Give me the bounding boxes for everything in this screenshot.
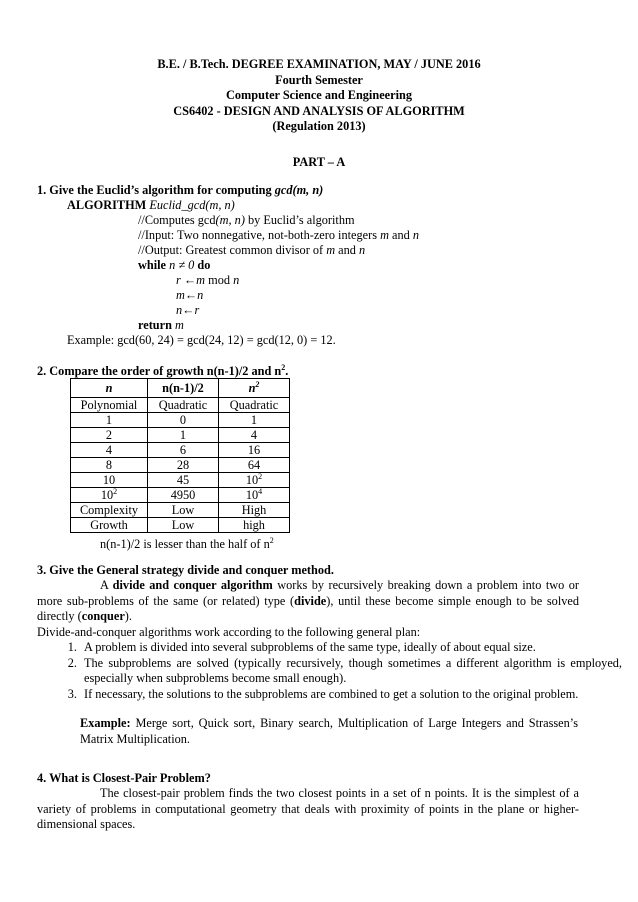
s1-n: n <box>233 273 240 287</box>
c1-post: by Euclid’s algorithm <box>244 213 355 227</box>
q2-title-pre: 2. Compare the order of growth n(n-1)/2 and n <box>37 364 282 378</box>
table-cell <box>71 488 148 503</box>
s1-mod: mod <box>205 273 234 287</box>
table-cell: Polynomial <box>71 398 148 413</box>
part-title: PART – A <box>292 155 346 169</box>
table-cell: 4950 <box>148 488 219 503</box>
q1-return-line <box>138 318 184 333</box>
table-cell: 10 <box>71 473 148 488</box>
p1-a: A <box>100 578 113 592</box>
q1-while-line <box>138 258 210 273</box>
q2-note-text: n(n-1)/2 is lesser than the half of n <box>100 537 270 551</box>
while-keyword: while <box>138 258 167 272</box>
c2-n: n <box>412 228 420 242</box>
q1-step-3: n←r <box>176 303 200 317</box>
table-cell: Growth <box>71 518 148 533</box>
exam-header <box>0 57 638 135</box>
table-cell <box>219 473 290 488</box>
table-cell: 28 <box>148 458 219 473</box>
q2-note <box>100 537 274 552</box>
q1-step-1 <box>176 273 239 288</box>
list-item: 1. A problem is divided into several subproblems of the same type, ideally of about equal size. <box>80 640 622 656</box>
q3-title: 3. Give the General strategy divide and conquer method. <box>37 563 334 577</box>
example-keyword: Example: <box>80 716 131 730</box>
cell-sup: 2 <box>258 471 263 481</box>
header-line-2: Fourth Semester <box>275 72 363 87</box>
table-row <box>71 428 290 443</box>
table-cell: Complexity <box>71 503 148 518</box>
list-item: 2. The subproblems are solved (typically recursively, though sometimes a different algorithm is employed, especially when subproblems become small enough). <box>80 656 622 687</box>
cell-base: 10 <box>100 488 114 502</box>
table-row <box>71 488 290 503</box>
c3-m: m <box>326 243 336 257</box>
header-line-5: (Regulation 2013) <box>272 119 366 133</box>
q2-title-sup: 2 <box>281 362 286 372</box>
table-row <box>71 443 290 458</box>
s1-m: m <box>196 273 206 287</box>
c1-pre: //Computes gcd <box>138 213 216 227</box>
table-row <box>71 458 290 473</box>
q2-note-sup: 2 <box>269 535 274 545</box>
q3-paragraph-2: Divide-and-conquer algorithms work according to the following general plan: <box>37 625 421 639</box>
table-cell <box>219 488 290 503</box>
p1-c: works by recursively breaking down a problem into two or more sub-problems of the same (or related) type ( <box>37 578 579 608</box>
table-cell: 4 <box>71 443 148 458</box>
cell-sup: 2 <box>113 486 118 496</box>
algorithm-keyword: ALGORITHM <box>67 198 147 212</box>
q1-step-2: m←n <box>176 288 204 302</box>
table-row <box>71 518 290 533</box>
q2-title-post: . <box>285 364 289 378</box>
table-cell: 8 <box>71 458 148 473</box>
table-cell: 2 <box>71 428 148 443</box>
q1-comment-1 <box>138 213 355 228</box>
q3-paragraph-1 <box>37 578 579 625</box>
p1-e: ), until these become simple enough to be solved directly ( <box>37 593 579 623</box>
col-header-n-n-1-2: n(n-1)/2 <box>148 379 219 398</box>
table-cell: Quadratic <box>148 398 219 413</box>
do-keyword: do <box>197 258 211 272</box>
c3-pre: //Output: Greatest common divisor of <box>138 243 327 257</box>
s1-var: r <box>176 273 181 287</box>
table-cell: 64 <box>219 458 290 473</box>
q1-comment-2 <box>138 228 419 243</box>
q1-example: Example: gcd(60, 24) = gcd(24, 12) = gcd(12, 0) = 12. <box>67 333 336 347</box>
cell-base: 10 <box>245 473 259 487</box>
h3-sup: 2 <box>255 379 260 389</box>
q1-title-fn: gcd(m, n) <box>274 183 324 197</box>
p1-g: ). <box>124 609 132 623</box>
return-value: m <box>171 318 184 332</box>
p1-b: divide and conquer algorithm <box>112 578 273 592</box>
table-cell: Quadratic <box>219 398 290 413</box>
p1-d: divide <box>294 593 327 608</box>
header-line-3: Computer Science and Engineering <box>226 88 412 102</box>
c1-args: (m, n) <box>215 213 245 227</box>
q1-comment-3 <box>138 243 365 258</box>
table-cell: Low <box>148 518 219 533</box>
table-cell: 1 <box>71 413 148 428</box>
c2-pre: //Input: Two nonnegative, not-both-zero integers <box>138 228 381 242</box>
col-header-n: n <box>71 379 148 398</box>
q1-title <box>37 183 323 198</box>
table-cell: Low <box>148 503 219 518</box>
table-cell: 45 <box>148 473 219 488</box>
h3-base: n <box>248 381 256 395</box>
header-line-1: B.E. / B.Tech. DEGREE EXAMINATION, MAY / JUNE 2016 <box>157 57 481 71</box>
growth-comparison-table <box>70 378 290 533</box>
return-keyword: return <box>138 318 172 332</box>
q2-title <box>37 364 288 379</box>
c2-m: m <box>380 228 389 242</box>
while-condition: n ≠ 0 <box>166 258 198 272</box>
algorithm-name: Euclid_gcd(m, n) <box>149 198 235 212</box>
col-header-n-squared <box>219 379 290 398</box>
list-item: 3. If necessary, the solutions to the subproblems are combined to get a solution to the original problem. <box>80 687 622 703</box>
c3-n: n <box>358 243 366 257</box>
table-cell: High <box>219 503 290 518</box>
table-row <box>71 413 290 428</box>
example-text: Merge sort, Quick sort, Binary search, Multiplication of Large Integers and Strassen’s Matrix Multiplication. <box>80 716 578 746</box>
q3-example <box>80 716 578 747</box>
table-header-row <box>71 379 290 398</box>
table-cell: high <box>219 518 290 533</box>
table-cell: 0 <box>148 413 219 428</box>
q3-plan-list <box>37 640 622 702</box>
table-cell: 4 <box>219 428 290 443</box>
table-row <box>71 398 290 413</box>
header-line-4: CS6402 - DESIGN AND ANALYSIS OF ALGORITHM <box>173 103 465 118</box>
s1-op: ← <box>180 273 197 287</box>
c3-and: and <box>335 243 359 257</box>
q1-algorithm-line <box>67 198 235 213</box>
table-row <box>71 473 290 488</box>
table-row <box>71 503 290 518</box>
q1-title-prefix: 1. Give the Euclid’s algorithm for computing <box>37 183 275 197</box>
c2-and: and <box>388 228 413 242</box>
table-cell: 1 <box>219 413 290 428</box>
table-cell: 1 <box>148 428 219 443</box>
cell-base: 10 <box>245 488 259 502</box>
table-cell: 6 <box>148 443 219 458</box>
q4-title: 4. What is Closest-Pair Problem? <box>37 771 211 785</box>
q4-paragraph: The closest-pair problem finds the two closest points in a set of n points. It is the simplest of a variety of problems in computational geometry that deals with proximity of points in the plane or higher-dimensional spaces. <box>37 786 579 831</box>
p1-f: conquer <box>81 609 125 623</box>
table-cell: 16 <box>219 443 290 458</box>
cell-sup: 4 <box>258 486 263 496</box>
